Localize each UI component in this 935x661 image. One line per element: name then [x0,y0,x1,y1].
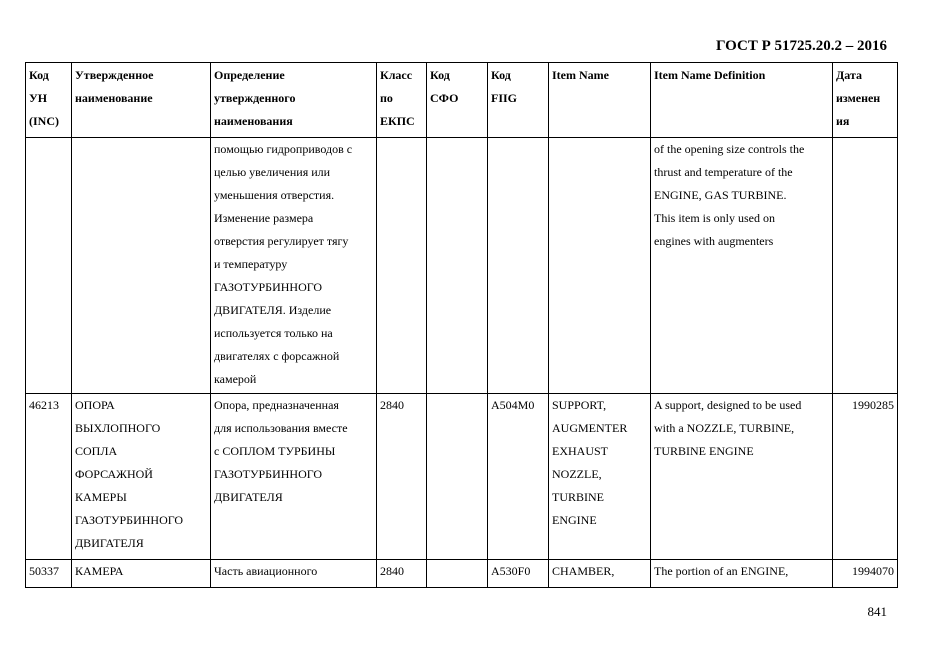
cell-code [26,138,72,394]
cell-item-name: SUPPORT, AUGMENTER EXHAUST NOZZLE, TURBINE ENGINE [549,394,651,560]
cell-item-def: A support, designed to be used with a NOZZLE, TURBINE, TURBINE ENGINE [651,394,833,560]
table-header-row [26,63,898,138]
cell-item-name: CHAMBER, [549,560,651,588]
table-row [26,560,898,588]
page-number: 841 [867,604,887,619]
cell-fiig: A530F0 [488,560,549,588]
col-header-item-def: Item Name Definition [651,63,833,138]
col-header-code: Код УН (INC) [26,63,72,138]
cell-date: 1990285 [833,394,898,560]
cell-code: 50337 [26,560,72,588]
cell-sfo [427,560,488,588]
cell-fiig [488,138,549,394]
cell-fiig: A504M0 [488,394,549,560]
cell-definition-ru: Часть авиационного [211,560,377,588]
cell-name-ru [72,138,211,394]
cell-sfo [427,138,488,394]
cell-sfo [427,394,488,560]
cell-item-name [549,138,651,394]
table-row [26,394,898,560]
cell-class: 2840 [377,394,427,560]
cell-definition-ru: Опора, предназначенная для использования вместе с СОПЛОМ ТУРБИНЫ ГАЗОТУРБИННОГО ДВИГАТЕЛЯ [211,394,377,560]
nomenclature-table [25,62,898,588]
cell-item-def: of the opening size controls the thrust and temperature of the ENGINE, GAS TURBINE. This item is only used on engines with augmenters [651,138,833,394]
cell-item-def: The portion of an ENGINE, [651,560,833,588]
cell-code: 46213 [26,394,72,560]
col-header-sfo: Код СФО [427,63,488,138]
cell-name-ru: ОПОРА ВЫХЛОПНОГО СОПЛА ФОРСАЖНОЙ КАМЕРЫ ГАЗОТУРБИННОГО ДВИГАТЕЛЯ [72,394,211,560]
cell-date [833,138,898,394]
cell-class [377,138,427,394]
cell-class: 2840 [377,560,427,588]
cell-definition-ru: помощью гидроприводов с целью увеличения или уменьшения отверстия. Изменение размера отверстия регулирует тягу и температуру ГАЗОТУРБИННОГО ДВИГАТЕЛЯ. Изделие используется только на двигателях с форсажной камерой [211,138,377,394]
standard-header: ГОСТ Р 51725.20.2 – 2016 [715,38,887,54]
table-row [26,138,898,394]
col-header-date: Дата изменен ия [833,63,898,138]
col-header-class: Класс по ЕКПС [377,63,427,138]
col-header-item-name: Item Name [549,63,651,138]
cell-name-ru: КАМЕРА [72,560,211,588]
cell-date: 1994070 [833,560,898,588]
col-header-name-ru: Утвержденное наименование [72,63,211,138]
col-header-definition-ru: Определение утвержденного наименования [211,63,377,138]
col-header-fiig: Код FIIG [488,63,549,138]
